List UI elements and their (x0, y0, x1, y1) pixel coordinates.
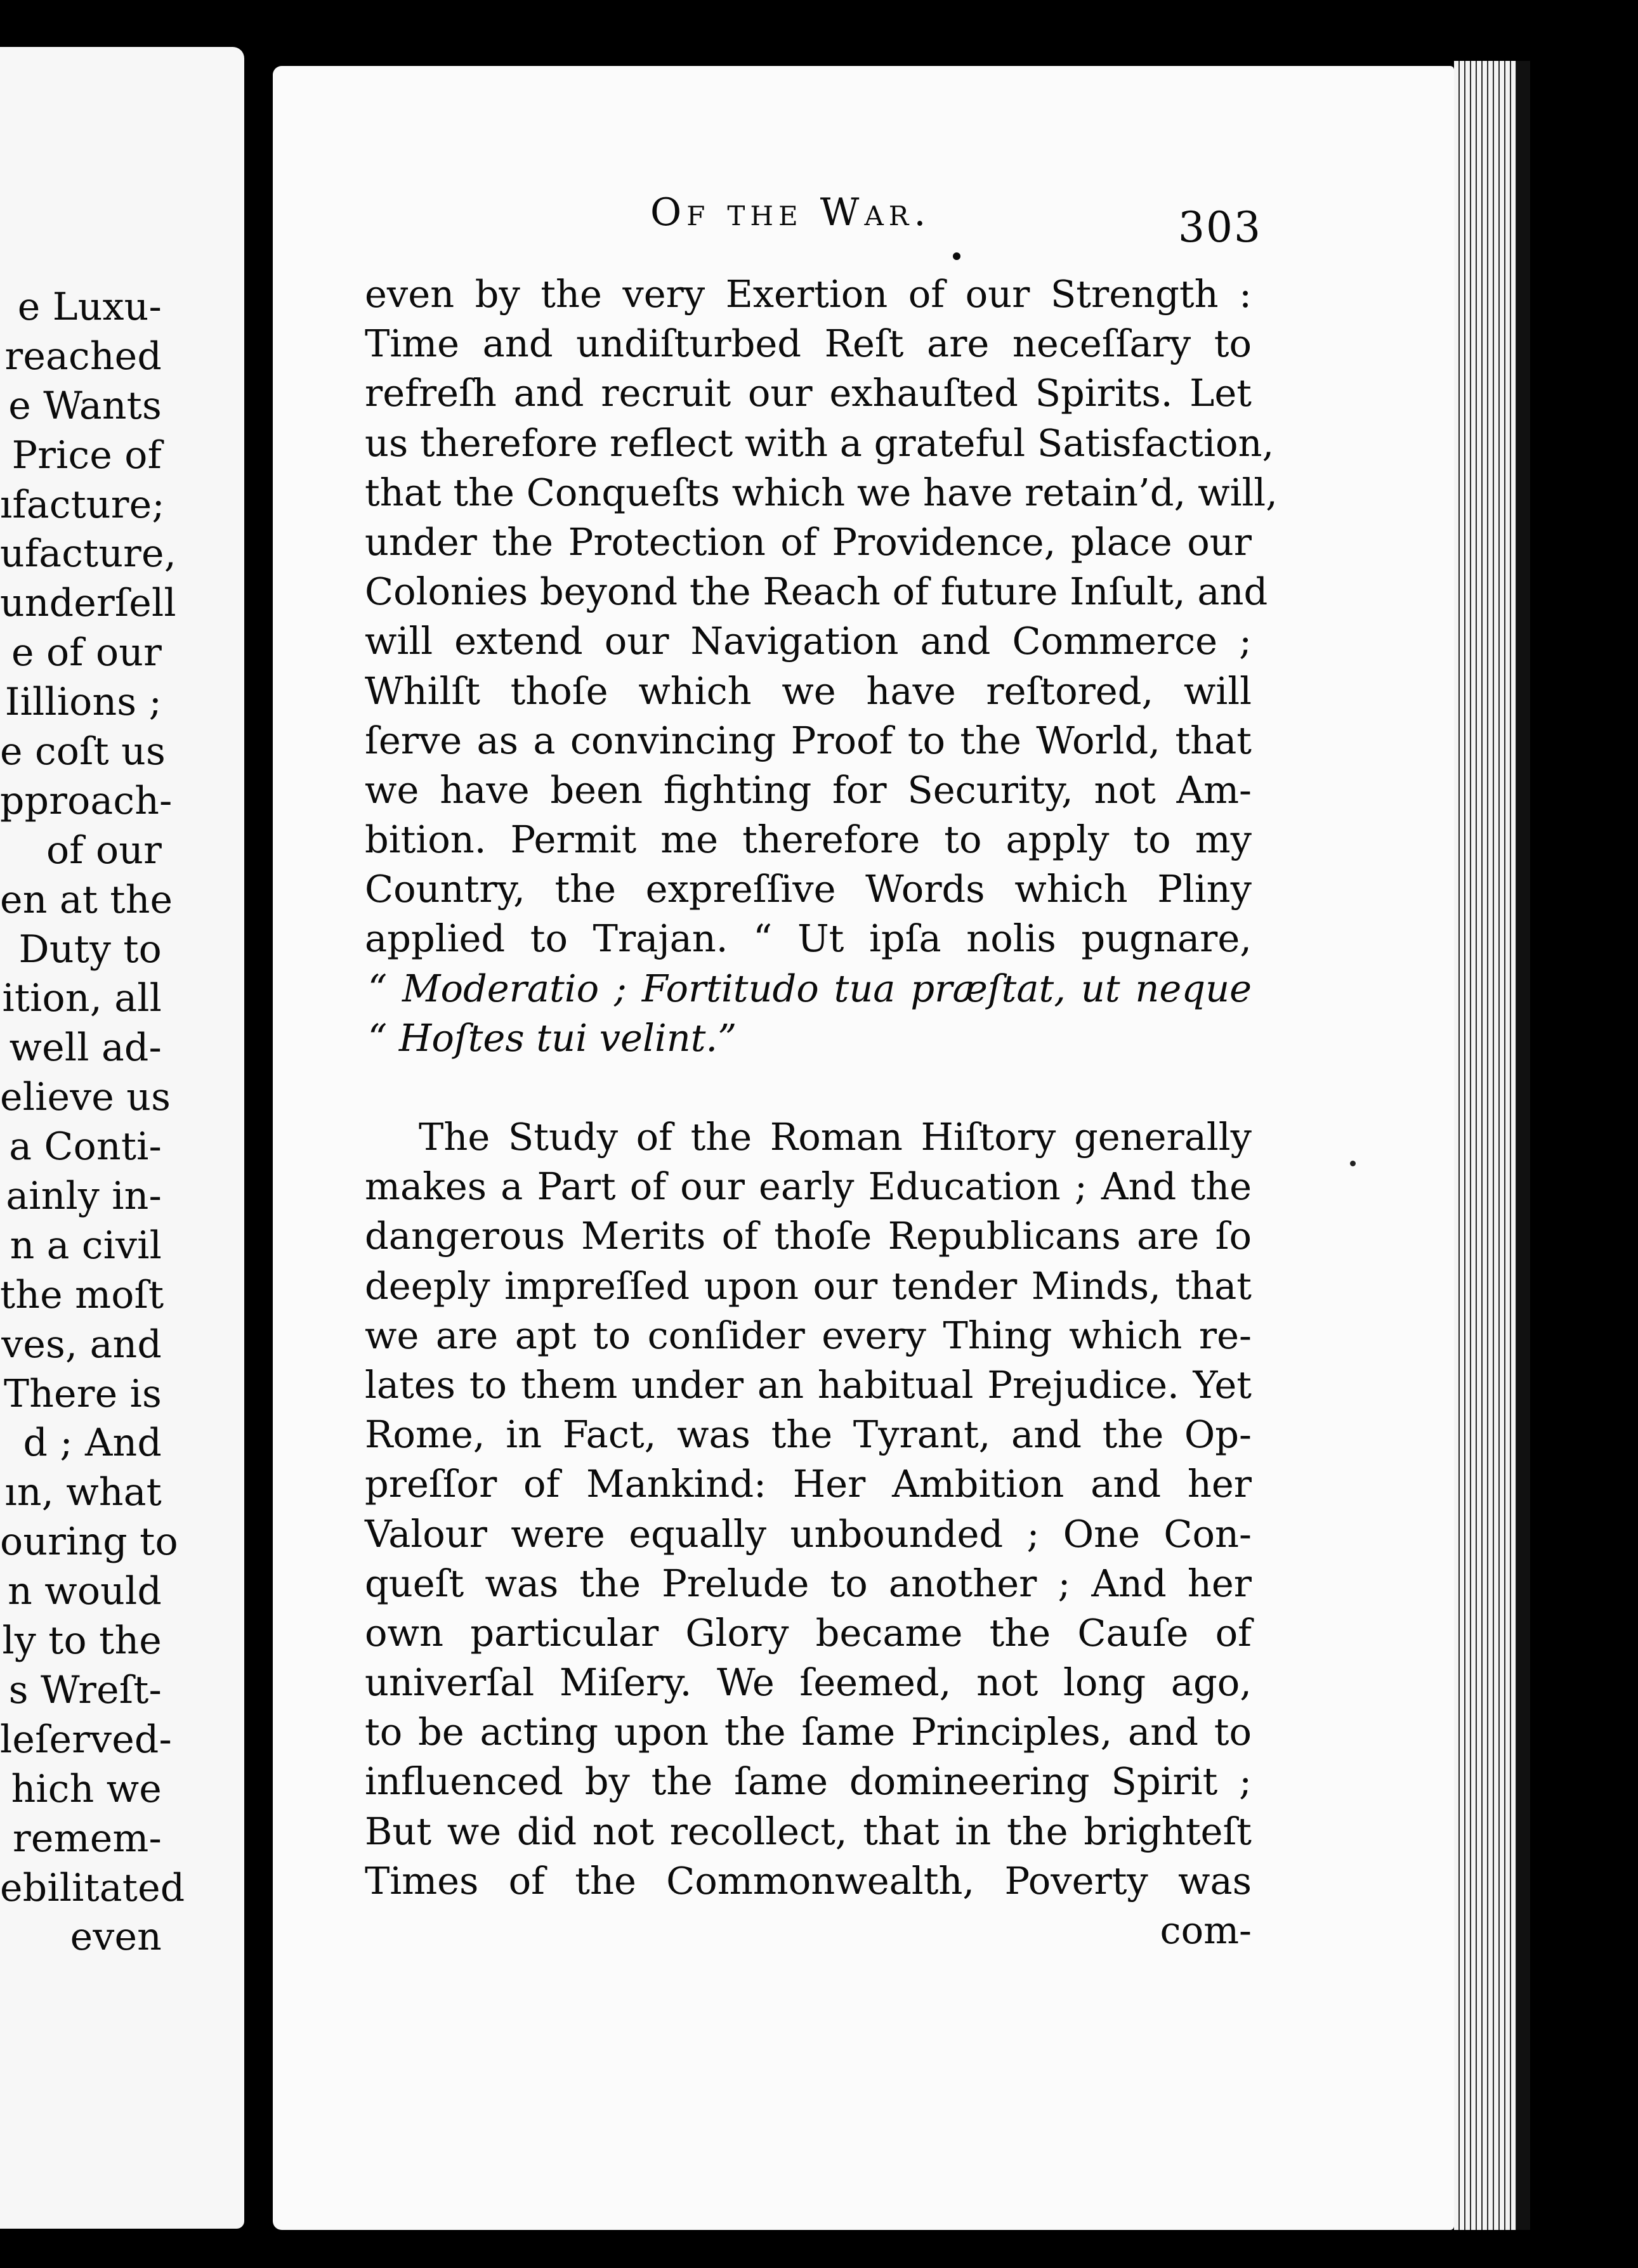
text-line: Colonies beyond the Reach of future Inſult, and (365, 570, 1268, 614)
left-line: Iillions ; (4, 680, 162, 725)
stray-dot-mark (953, 252, 960, 260)
text-line: Country, the expreſſive Words which Pliny (365, 867, 1252, 911)
paragraph-gap (365, 1063, 1252, 1112)
left-line: ly to the (2, 1619, 162, 1664)
page-edges (1454, 61, 1530, 2230)
left-line: ition, all (2, 976, 162, 1021)
left-line: ıfacture; (0, 482, 165, 527)
text-line: us therefore reflect with a grateful Satisfaction, (365, 420, 1274, 465)
left-line: remem- (13, 1816, 162, 1861)
left-line: the moſt (0, 1272, 164, 1317)
text-line: influenced by the ſame domineering Spirit ; (365, 1759, 1252, 1804)
running-head: Of the War. (650, 190, 931, 235)
left-line: d ; And (23, 1421, 162, 1466)
page-body (365, 270, 1278, 1955)
left-line: pproach- (0, 778, 173, 823)
text-line: will extend our Navigation and Commerce ; (365, 619, 1252, 663)
left-line: of our (46, 828, 162, 873)
left-line: n would (8, 1569, 162, 1614)
left-page-text (0, 283, 185, 1962)
text-line: lates to them under an habitual Prejudice. Yet (365, 1362, 1252, 1407)
left-line: even (70, 1915, 162, 1960)
left-line: elieve us (0, 1075, 171, 1120)
text-line: makes a Part of our early Education ; And the (365, 1164, 1252, 1209)
left-line: underſell (0, 581, 176, 626)
text-line: we have been fighting for Security, not Am- (365, 767, 1252, 812)
left-line: Duty to (18, 927, 162, 972)
text-line: we are apt to conſider every Thing which re- (365, 1313, 1252, 1357)
book-gutter (244, 47, 273, 2229)
text-line: preſſor of Mankind: Her Ambition and her (365, 1462, 1252, 1506)
text-line: refreſh and recruit our exhauſted Spirits. Let (365, 371, 1252, 415)
left-line: e coſt us (0, 729, 166, 774)
left-line: a Conti- (9, 1124, 162, 1170)
left-line: Price of (11, 433, 162, 478)
text-line: deeply impreſſed upon our tender Minds, that (365, 1263, 1252, 1308)
text-line: own particular Glory became the Cauſe of (365, 1610, 1252, 1655)
catchword: com- (1160, 1908, 1252, 1952)
left-line: ebilitated (0, 1865, 185, 1910)
text-line: dangerous Merits of thoſe Republicans are ſo (365, 1214, 1252, 1258)
left-line: well ad- (9, 1026, 162, 1071)
text-line: that the Conqueſts which we have retain’d, will, (365, 470, 1278, 514)
text-line: even by the very Exertion of our Strength : (365, 272, 1252, 316)
left-line: ın, what (4, 1470, 162, 1515)
left-line: There is (3, 1371, 162, 1416)
text-line: univerſal Miſery. We ſeemed, not long ago, (365, 1660, 1252, 1705)
left-line: ainly in- (6, 1174, 162, 1219)
text-line: ſerve as a convincing Proof to the World, that (365, 718, 1252, 762)
text-line: Valour were equally unbounded ; One Con- (365, 1511, 1252, 1556)
left-line: leſerved- (0, 1717, 172, 1762)
left-line: e of our (11, 630, 162, 675)
text-line: Time and undiſturbed Reſt are neceſſary to (365, 322, 1252, 366)
left-line: s Wreſt- (8, 1667, 162, 1712)
left-line: ves, and (1, 1322, 162, 1367)
text-line: to be acting upon the ſame Principles, and to (365, 1710, 1252, 1754)
left-line: n a civil (10, 1223, 162, 1268)
left-facing-page (0, 47, 244, 2229)
latin-quote-line: “ Moderatio ; Fortitudo tua præſtat, ut neque (368, 966, 1252, 1010)
left-line: ouring to (0, 1520, 178, 1565)
text-line: But we did not recollect, that in the brighteſt (365, 1809, 1252, 1853)
left-line: e Wants (8, 383, 162, 428)
left-line: reached (4, 334, 162, 379)
text-line: Rome, in Fact, was the Tyrant, and the Op- (365, 1412, 1252, 1457)
left-line: en at the (0, 877, 173, 922)
paragraph-2 (365, 1112, 1252, 1906)
text-line: The Study of the Roman Hiſtory generally (419, 1115, 1252, 1159)
text-line: Times of the Commonwealth, Poverty was (365, 1858, 1252, 1903)
text-line: Whilſt thoſe which we have reſtored, will (365, 668, 1252, 713)
paragraph-1 (365, 270, 1278, 1063)
left-line: ufacture, (0, 531, 177, 577)
left-line: e Luxu- (17, 285, 162, 329)
page-number: 303 (1178, 203, 1262, 252)
text-line: applied to Trajan. “ Ut ipſa nolis pugnare, (365, 916, 1252, 961)
stray-ink-mark (1350, 1161, 1356, 1166)
text-line: bition. Permit me therefore to apply to my (365, 818, 1252, 862)
text-line: under the Protection of Providence, place our (365, 519, 1252, 564)
left-line: hich we (11, 1766, 162, 1811)
text-line: queſt was the Prelude to another ; And her (365, 1561, 1252, 1605)
latin-quote-line: “ Hoſtes tui velint.” (368, 1015, 737, 1060)
